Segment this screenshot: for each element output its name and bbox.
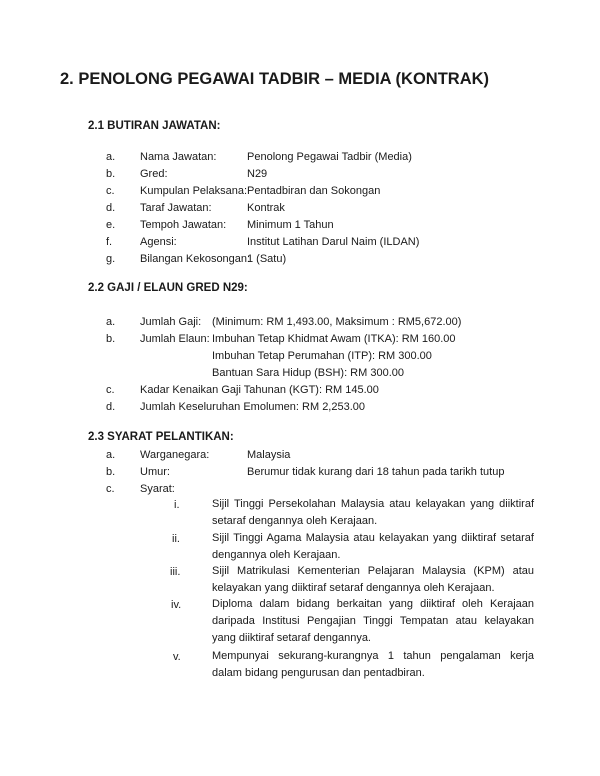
field-value: Pentadbiran dan Sokongan — [247, 185, 381, 197]
field-label: Nama Jawatan: — [140, 151, 217, 163]
field-text: Jumlah Keseluruhan Emolumen: RM 2,253.00 — [140, 401, 366, 413]
field-label: Syarat: — [140, 483, 175, 495]
condition-text: Diploma dalam bidang berkaitan yang diiktiraf oleh Kerajaan daripada Institusi Pengajian Tinggi Tempatan atau kelayakan yang diiktiraf setaraf dengannya. — [212, 598, 534, 644]
field-label: Jumlah Elaun: — [140, 333, 210, 345]
field-label: Kumpulan Pelaksana: — [140, 185, 248, 197]
field-label: Taraf Jawatan: — [140, 202, 212, 214]
condition-text: Mempunyai sekurang-kurangnya 1 tahun pengalaman kerja dalam bidang pengurusan dan pentadbiran. — [212, 650, 534, 679]
field-value: Institut Latihan Darul Naim (ILDAN) — [247, 236, 420, 248]
list-letter: g. — [106, 253, 116, 265]
allowance-line: Imbuhan Tetap Perumahan (ITP): RM 300.00 — [212, 350, 432, 362]
list-letter: e. — [106, 219, 116, 231]
section-heading-syarat-pelantikan: 2.3 SYARAT PELANTIKAN: — [88, 431, 234, 443]
field-label: Jumlah Gaji: — [140, 316, 202, 328]
list-letter: b. — [106, 168, 116, 180]
list-letter: b. — [106, 466, 116, 478]
list-letter: a. — [106, 449, 116, 461]
condition-text: Sijil Matrikulasi Kementerian Pelajaran Malaysia (KPM) atau kelayakan yang diiktiraf setaraf dengannya oleh Kerajaan. — [212, 565, 534, 594]
condition-text: Sijil Tinggi Agama Malaysia atau kelayakan yang diiktiraf setaraf dengannya oleh Kerajaan. — [212, 532, 534, 561]
list-letter: d. — [106, 202, 116, 214]
condition-number: iii. — [170, 566, 181, 578]
field-label: Warganegara: — [140, 449, 210, 461]
condition-text: Sijil Tinggi Persekolahan Malaysia atau kelayakan yang diiktiraf setaraf dengannya oleh Kerajaan. — [212, 498, 534, 527]
allowance-line: Imbuhan Tetap Khidmat Awam (ITKA): RM 160.00 — [212, 333, 456, 345]
list-letter: a. — [106, 151, 116, 163]
list-letter: d. — [106, 401, 116, 413]
list-letter: c. — [106, 483, 115, 495]
condition-number: v. — [173, 651, 181, 663]
condition-number: i. — [174, 499, 180, 511]
list-letter: a. — [106, 316, 116, 328]
field-label: Tempoh Jawatan: — [140, 219, 227, 231]
field-value: 1 (Satu) — [247, 253, 287, 265]
field-label: Bilangan Kekosongan: — [140, 253, 251, 265]
field-label: Umur: — [140, 466, 170, 478]
field-value: Berumur tidak kurang dari 18 tahun pada tarikh tutup — [247, 466, 505, 478]
field-value: N29 — [247, 168, 268, 180]
condition-number: ii. — [172, 533, 180, 545]
list-letter: b. — [106, 333, 116, 345]
field-text: Kadar Kenaikan Gaji Tahunan (KGT): RM 145.00 — [140, 384, 379, 396]
section-heading-butiran-jawatan: 2.1 BUTIRAN JAWATAN: — [88, 120, 221, 132]
list-letter: c. — [106, 185, 115, 197]
field-value: Penolong Pegawai Tadbir (Media) — [247, 151, 412, 163]
field-value: (Minimum: RM 1,493.00, Maksimum : RM5,672.00) — [212, 316, 462, 328]
page-title: 2. PENOLONG PEGAWAI TADBIR – MEDIA (KONTRAK) — [60, 70, 490, 88]
list-letter: c. — [106, 384, 115, 396]
section-heading-gaji-elaun: 2.2 GAJI / ELAUN GRED N29: — [88, 282, 248, 294]
field-value: Minimum 1 Tahun — [247, 219, 334, 231]
field-value: Kontrak — [247, 202, 285, 214]
allowance-line: Bantuan Sara Hidup (BSH): RM 300.00 — [212, 367, 404, 379]
list-letter: f. — [106, 236, 113, 248]
field-label: Agensi: — [140, 236, 177, 248]
field-value: Malaysia — [247, 449, 291, 461]
condition-number: iv. — [171, 599, 182, 611]
field-label: Gred: — [140, 168, 168, 180]
